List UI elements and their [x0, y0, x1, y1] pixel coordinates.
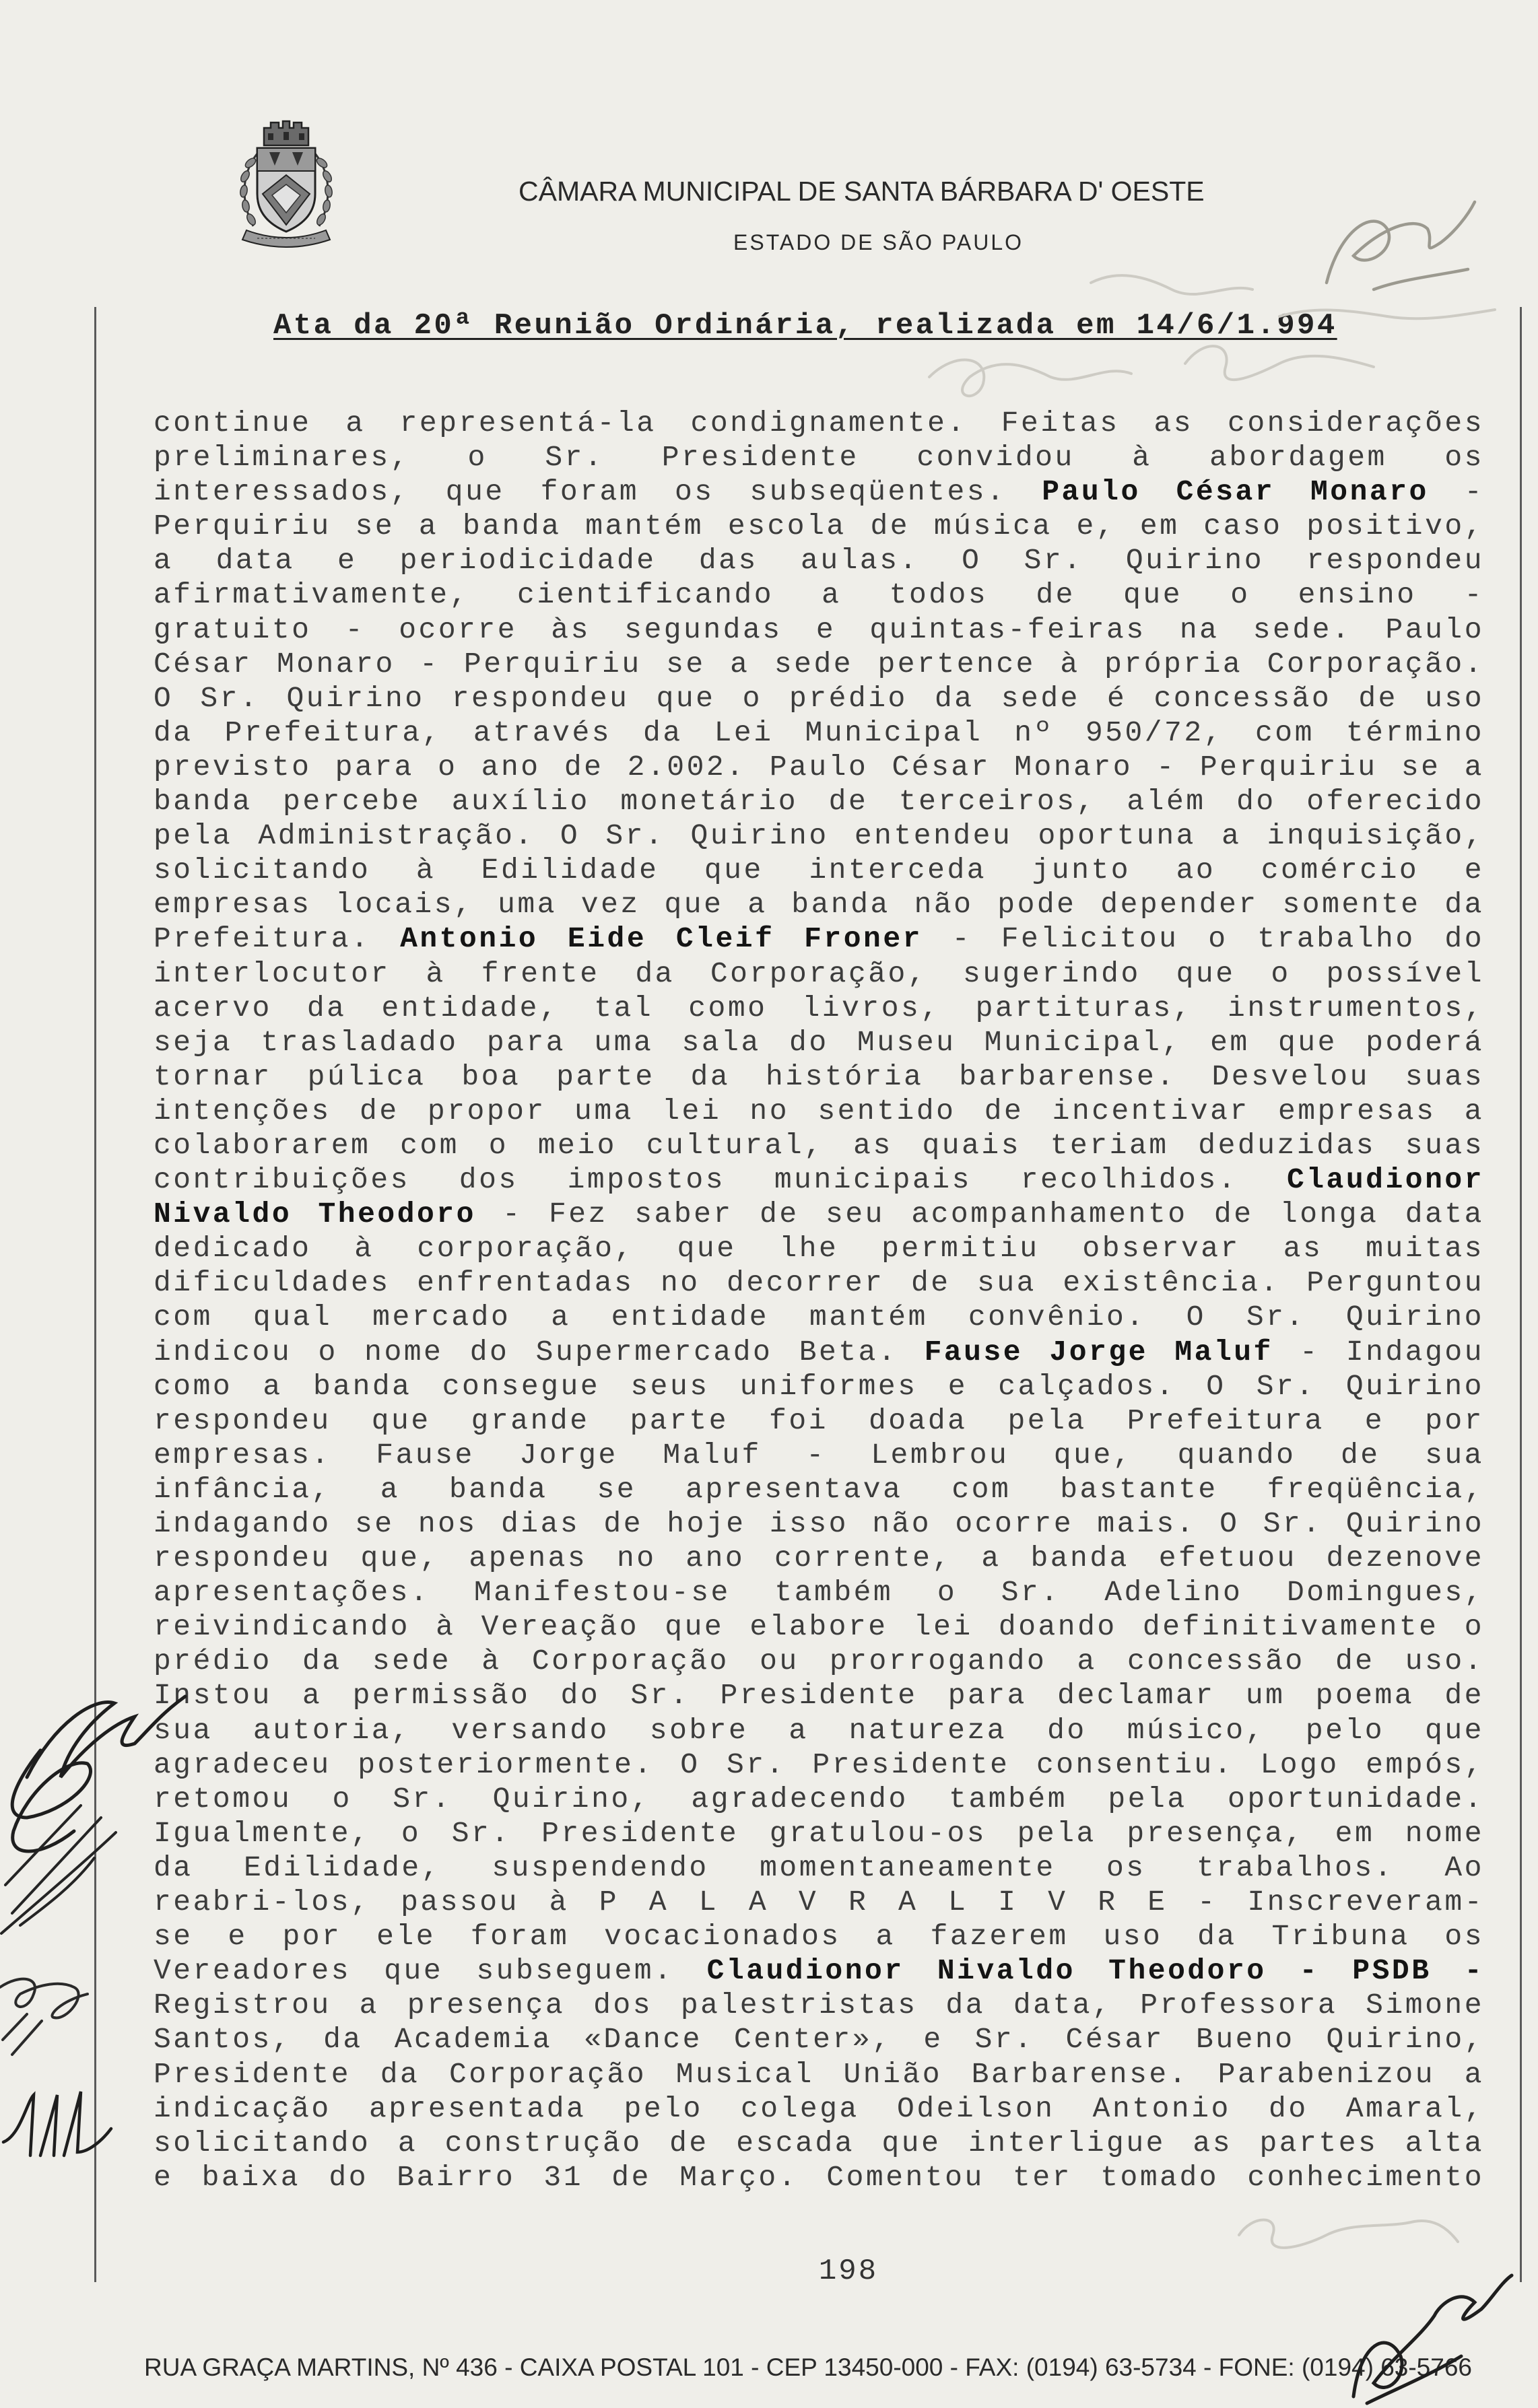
- minutes-body: [154, 406, 1484, 2195]
- text-segment: intenções de propor uma lei no sentido de incentivar empresas a: [154, 1094, 1484, 1128]
- text-segment: previsto para o ano de 2.002. Paulo César Monaro - Perquiriu se a: [154, 750, 1484, 784]
- text-segment: com qual mercado a entidade mantém convênio. O Sr. Quirino: [154, 1301, 1484, 1334]
- text-line: [154, 1266, 1484, 1300]
- text-segment: retomou o Sr. Quirino, agradecendo também pela oportunidade.: [154, 1782, 1484, 1816]
- text-line: [154, 716, 1484, 750]
- text-segment: respondeu que grande parte foi doada pela Prefeitura e por: [154, 1404, 1484, 1437]
- text-segment: gratuito - ocorre às segundas e quintas-feiras na sede. Paulo: [154, 613, 1484, 646]
- text-line: [154, 1988, 1484, 2022]
- text-segment: reabri-los, passou à P A L A V R A L I V R E - Inscreveram-: [154, 1886, 1484, 1919]
- text-line: [154, 1197, 1484, 1231]
- text-line: [154, 1231, 1484, 1266]
- text-segment: tornar púlica boa parte da história barbarense. Desvelou suas: [154, 1060, 1484, 1093]
- text-segment: Vereadores que subseguem.: [154, 1954, 707, 1988]
- text-segment: - Fez saber de seu acompanhamento de longa data: [475, 1198, 1484, 1231]
- text-segment: Santos, da Academia «Dance Center», e Sr. César Bueno Quirino,: [154, 2023, 1484, 2057]
- text-line: [154, 2057, 1484, 2092]
- speaker-name: Fause Jorge Maluf: [924, 1335, 1273, 1369]
- text-segment: respondeu que, apenas no ano corrente, a banda efetuou dezenove: [154, 1542, 1484, 1575]
- text-segment: interlocutor à frente da Corporação, sugerindo que o possível: [154, 957, 1484, 990]
- text-line: [154, 1782, 1484, 1816]
- text-segment: empresas. Fause Jorge Maluf - Lembrou que, quando de sua: [154, 1438, 1484, 1472]
- text-segment: César Monaro - Perquiriu se a sede pertence à própria Corporação.: [154, 647, 1484, 681]
- text-line: [154, 2160, 1484, 2195]
- text-line: [154, 1644, 1484, 1678]
- speaker-name: Claudionor: [1286, 1163, 1484, 1197]
- text-segment: solicitando a construção de escada que interligue as partes alta: [154, 2126, 1484, 2160]
- left-margin-rule: [94, 307, 96, 2282]
- text-line: [154, 922, 1484, 956]
- text-line: [154, 1128, 1484, 1163]
- text-line: [154, 1025, 1484, 1060]
- text-segment: reivindicando à Vereação que elabore lei doando definitivamente o: [154, 1610, 1484, 1644]
- text-line: [154, 1300, 1484, 1334]
- text-segment: afirmativamente, cientificando a todos de que o ensino -: [154, 578, 1484, 612]
- text-line: [154, 1575, 1484, 1610]
- text-segment: Registrou a presença dos palestristas da data, Professora Simone: [154, 1989, 1484, 2022]
- laurel-left: [239, 153, 257, 226]
- text-segment: Prefeitura.: [154, 922, 401, 956]
- text-segment: Perquiriu se a banda mantém escola de música e, em caso positivo,: [154, 510, 1484, 543]
- text-segment: Presidente da Corporação Musical União Barbarense. Parabenizou a: [154, 2057, 1484, 2091]
- text-line: [154, 1404, 1484, 1438]
- text-line: [154, 2022, 1484, 2057]
- signature-left-margin-2: [1, 1805, 116, 1933]
- text-line: [154, 853, 1484, 887]
- right-margin-rule: [1520, 307, 1522, 2282]
- text-segment: Instou a permissão do Sr. Presidente para declamar um poema de: [154, 1679, 1484, 1713]
- text-segment: Igualmente, o Sr. Presidente gratulou-os pela presença, em nome: [154, 1816, 1484, 1850]
- text-line: [154, 887, 1484, 922]
- text-segment: -: [1428, 475, 1484, 509]
- text-segment: - Felicitou o trabalho do: [922, 922, 1484, 956]
- text-segment: banda percebe auxílio monetário de terceiros, além do oferecido: [154, 785, 1484, 819]
- page-number: 198: [818, 2255, 879, 2288]
- text-line: [154, 509, 1484, 543]
- footer-address: RUA GRAÇA MARTINS, Nº 436 - CAIXA POSTAL 101 - CEP 13450-000 - FAX: (0194) 63-5734 - FONE: (0194) 63-5766: [144, 2353, 1472, 2381]
- speaker-name: Claudionor Nivaldo Theodoro - PSDB -: [706, 1954, 1484, 1988]
- speaker-name: Nivaldo Theodoro: [154, 1198, 476, 1231]
- text-segment: se e por ele foram vocacionados a fazerem uso da Tribuna os: [154, 1920, 1484, 1954]
- signature-top-right: [1327, 202, 1475, 289]
- text-segment: continue a representá-la condignamente. Feitas as considerações: [154, 407, 1484, 440]
- text-segment: indicação apresentada pelo colega Odeilson Antonio do Amaral,: [154, 2092, 1484, 2125]
- text-line: [154, 2092, 1484, 2126]
- text-segment: solicitando à Edilidade que interceda junto ao comércio e: [154, 854, 1484, 887]
- text-line: [154, 1954, 1484, 1988]
- text-line: [154, 681, 1484, 716]
- text-segment: seja trasladado para uma sala do Museu Municipal, em que poderá: [154, 1025, 1484, 1059]
- text-line: [154, 1541, 1484, 1575]
- text-line: [154, 1816, 1484, 1851]
- text-line: [154, 2126, 1484, 2160]
- text-segment: como a banda consegue seus uniformes e calçados. O Sr. Quirino: [154, 1369, 1484, 1403]
- text-line: [154, 647, 1484, 681]
- text-segment: acervo da entidade, tal como livros, partituras, instrumentos,: [154, 991, 1484, 1025]
- text-line: [154, 784, 1484, 819]
- text-line: [154, 1748, 1484, 1782]
- coat-of-arms-icon: [230, 118, 342, 248]
- text-line: [154, 819, 1484, 853]
- text-line: [154, 1163, 1484, 1197]
- text-line: [154, 1472, 1484, 1507]
- text-line: [154, 543, 1484, 578]
- text-segment: indagando se nos dias de hoje isso não ocorre mais. O Sr. Quirino: [154, 1507, 1484, 1540]
- text-segment: da Prefeitura, através da Lei Municipal nº 950/72, com término: [154, 716, 1484, 749]
- text-line: [154, 1507, 1484, 1541]
- text-segment: apresentações. Manifestou-se também o Sr. Adelino Domingues,: [154, 1576, 1484, 1610]
- text-line: [154, 957, 1484, 991]
- text-segment: da Edilidade, suspendendo momentaneamente os trabalhos. Ao: [154, 1851, 1484, 1884]
- mural-crown: [264, 121, 308, 145]
- text-line: [154, 578, 1484, 612]
- text-segment: agradeceu posteriormente. O Sr. Presidente consentiu. Logo empós,: [154, 1748, 1484, 1781]
- text-line: [154, 1094, 1484, 1128]
- text-segment: indicou o nome do Supermercado Beta.: [154, 1335, 925, 1369]
- shield: [257, 148, 315, 232]
- text-line: [154, 1885, 1484, 1919]
- text-segment: dificuldades enfrentadas no decorrer de sua existência. Perguntou: [154, 1266, 1484, 1300]
- text-segment: contribuições dos impostos municipais recolhidos.: [154, 1163, 1287, 1197]
- text-segment: prédio da sede à Corporação ou prorrogando a concessão de uso.: [154, 1645, 1484, 1678]
- text-line: [154, 406, 1484, 440]
- text-line: [154, 1919, 1484, 1954]
- ribbon: [242, 230, 330, 247]
- text-line: [154, 1060, 1484, 1094]
- signature-bottom-right: [1353, 2275, 1512, 2403]
- text-segment: empresas locais, uma vez que a banda não pode depender somente da: [154, 888, 1484, 922]
- text-line: [154, 1335, 1484, 1369]
- institution-name: CÂMARA MUNICIPAL DE SANTA BÁRBARA D' OESTE: [519, 176, 1205, 207]
- text-line: [154, 440, 1484, 475]
- text-line: [154, 991, 1484, 1025]
- text-line: [154, 1438, 1484, 1472]
- state-name: ESTADO DE SÃO PAULO: [733, 230, 1024, 254]
- text-segment: infância, a banda se apresentava com bastante freqüência,: [154, 1472, 1484, 1506]
- text-line: [154, 1369, 1484, 1404]
- speaker-name: Antonio Eide Cleif Froner: [400, 922, 923, 956]
- text-segment: - Indagou: [1273, 1335, 1484, 1369]
- text-line: [154, 1678, 1484, 1713]
- laurel-right: [315, 153, 333, 226]
- text-segment: interessados, que foram os subseqüentes.: [154, 475, 1042, 509]
- text-line: [154, 750, 1484, 784]
- minutes-title: Ata da 20ª Reunião Ordinária, realizada em 14/6/1.994: [273, 309, 1337, 343]
- signature-left-margin-3: [0, 1979, 88, 2055]
- speaker-name: Paulo César Monaro: [1042, 475, 1429, 509]
- text-line: [154, 1610, 1484, 1644]
- text-segment: pela Administração. O Sr. Quirino entendeu oportuna a inquisição,: [154, 819, 1484, 853]
- text-line: [154, 1851, 1484, 1885]
- text-segment: a data e periodicidade das aulas. O Sr. Quirino respondeu: [154, 544, 1484, 578]
- text-line: [154, 475, 1484, 509]
- text-segment: preliminares, o Sr. Presidente convidou à abordagem os: [154, 441, 1484, 475]
- text-segment: sua autoria, versando sobre a natureza do músico, pelo que: [154, 1713, 1484, 1747]
- text-segment: colaborarem com o meio cultural, as quais teriam deduzidas suas: [154, 1128, 1484, 1162]
- text-line: [154, 1713, 1484, 1748]
- text-segment: dedicado à corporação, que lhe permitiu observar as muitas: [154, 1232, 1484, 1266]
- text-segment: e baixa do Bairro 31 de Março. Comentou ter tomado conhecimento: [154, 2160, 1484, 2194]
- text-line: [154, 613, 1484, 647]
- text-segment: O Sr. Quirino respondeu que o prédio da sede é concessão de uso: [154, 681, 1484, 715]
